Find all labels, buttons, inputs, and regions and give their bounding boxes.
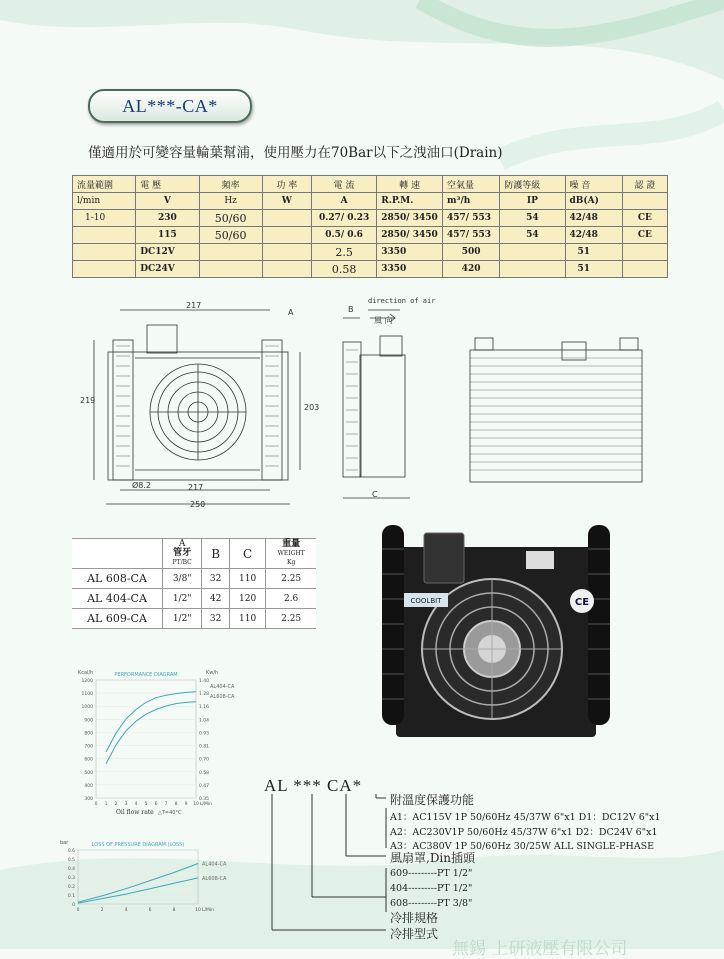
chart-y2tick-label: 1.40 bbox=[199, 679, 210, 684]
spec-header: 空氣量 bbox=[443, 176, 500, 193]
size-609: 609---------PT 1/2" bbox=[390, 868, 473, 879]
spec-cell: 2.5 bbox=[311, 244, 376, 261]
spec-cell: 457/ 553 bbox=[443, 227, 500, 244]
chart-series-line bbox=[78, 864, 198, 903]
spec-unit: IP bbox=[500, 193, 565, 210]
model-b: 32 bbox=[202, 609, 230, 629]
spec-unit: l/min bbox=[73, 193, 136, 210]
model-row bbox=[72, 569, 316, 589]
chart-series-line bbox=[78, 878, 198, 903]
dim-label-b: B bbox=[348, 305, 354, 314]
option-title: 附溫度保護功能 bbox=[390, 793, 475, 807]
spec-header: 頻率 bbox=[199, 176, 262, 193]
chart-xtick-label: 2 bbox=[114, 802, 118, 807]
chart-xtick-label: 6 bbox=[154, 802, 158, 807]
dim-height-left: 219 bbox=[80, 396, 96, 405]
chart-xtick-label: 4 bbox=[124, 908, 128, 913]
option-a2: A2：AC230V1P 50/60Hz 45/37W 6"x1 D2：DC24V 6"x1 bbox=[390, 827, 658, 838]
spec-unit: W bbox=[262, 193, 311, 210]
chart-xlabel: Oil flow rate bbox=[116, 809, 154, 816]
spec-cell: 50/60 bbox=[199, 227, 262, 244]
chart-y2tick-label: 1.28 bbox=[199, 692, 210, 698]
chart-y2tick-label: 0.81 bbox=[199, 744, 210, 750]
model-code-leaders bbox=[260, 790, 400, 940]
chart-xunit: L/Min bbox=[202, 908, 215, 913]
ce-mark-text: CE bbox=[574, 597, 590, 608]
chart-xtick-label: 7 bbox=[164, 802, 168, 807]
spec-cell: 51 bbox=[565, 261, 622, 278]
chart-xtick-label: 8 bbox=[174, 802, 178, 807]
model-a: 1/2" bbox=[163, 589, 202, 609]
model-a: 3/8" bbox=[163, 569, 202, 589]
spec-cell: 0.5/ 0.6 bbox=[311, 227, 376, 244]
spec-cell: DC24V bbox=[136, 261, 199, 278]
type-title: 冷排型式 bbox=[390, 927, 439, 941]
chart-xtick-label: 10 bbox=[195, 908, 201, 913]
spec-cell: 54 bbox=[500, 227, 565, 244]
chart-legend-label: AL608-CA bbox=[210, 694, 235, 700]
size-title: 冷排規格 bbox=[390, 911, 439, 925]
spec-cell: 1-10 bbox=[73, 210, 136, 227]
pressure-loss-chart bbox=[60, 830, 256, 930]
chart-ytick-label: 300 bbox=[84, 797, 93, 802]
model-w: 2.6 bbox=[266, 589, 316, 609]
model-w: 2.25 bbox=[266, 609, 316, 629]
model-header-w-label: 重量 bbox=[282, 539, 301, 549]
chart-xtick-label: 8 bbox=[172, 908, 176, 913]
chart-legend-label: AL404-CA bbox=[210, 684, 235, 690]
model-header-a-label: A bbox=[178, 539, 186, 549]
chart-xtick-label: 10 bbox=[193, 802, 199, 807]
spec-cell: 42/48 bbox=[565, 210, 622, 227]
model-code: AL *** CA* bbox=[264, 776, 363, 795]
performance-chart bbox=[66, 652, 256, 822]
model-name: AL 608-CA bbox=[72, 569, 163, 589]
model-b: 32 bbox=[202, 569, 230, 589]
chart-y2tick-label: 1.16 bbox=[199, 705, 210, 711]
chart-ylabel: bar bbox=[60, 840, 69, 846]
spec-header: 認 證 bbox=[622, 176, 667, 193]
chart-y2tick-label: 0.58 bbox=[199, 770, 210, 776]
spec-cell: 2850/ 3450 bbox=[377, 227, 443, 244]
size-404: 404---------PT 1/2" bbox=[390, 883, 473, 894]
chart-legend-label: AL608-CA bbox=[202, 875, 227, 882]
size-608: 608---------PT 3/8" bbox=[390, 898, 473, 909]
spec-cell: 2850/ 3450 bbox=[377, 210, 443, 227]
side-view-body bbox=[360, 355, 405, 477]
spec-header: 電 流 bbox=[311, 176, 376, 193]
spec-cell: 54 bbox=[500, 210, 565, 227]
chart-title: PERFORMANCE DIAGRAM bbox=[114, 672, 178, 678]
chart-xtick-label: 6 bbox=[148, 908, 152, 913]
chart-ytick-label: 800 bbox=[84, 731, 93, 737]
spec-cell: 42/48 bbox=[565, 227, 622, 244]
spec-cell: 0.58 bbox=[311, 261, 376, 278]
spec-cell: CE bbox=[622, 210, 667, 227]
chart-xtick-label: 0 bbox=[76, 908, 80, 913]
chart-ytick-label: 0.4 bbox=[67, 867, 75, 872]
spec-cell: 51 bbox=[565, 244, 622, 261]
model-row bbox=[72, 609, 316, 629]
chart-xtick-label: 3 bbox=[124, 802, 128, 807]
chart-ytick-label: 600 bbox=[84, 757, 93, 763]
product-title: AL***-CA* bbox=[88, 89, 252, 123]
chart-ytick-label: 0.2 bbox=[67, 885, 75, 890]
chart-y2tick-label: 1.04 bbox=[199, 718, 210, 724]
photo-brand-text: COOLBIT bbox=[410, 597, 442, 605]
spec-cell: 0.27/ 0.23 bbox=[311, 210, 376, 227]
chart-y2tick-label: 0.47 bbox=[199, 783, 210, 789]
model-name: AL 609-CA bbox=[72, 609, 163, 629]
model-header-a-sub: 管牙 bbox=[173, 548, 192, 558]
chart-xtick-label: 1 bbox=[104, 802, 108, 807]
chart-frame bbox=[96, 680, 196, 798]
chart-ytick-label: 1000 bbox=[81, 705, 93, 711]
chart-series-line bbox=[106, 702, 196, 764]
model-b: 42 bbox=[202, 589, 230, 609]
model-name: AL 404-CA bbox=[72, 589, 163, 609]
chart-ylabel: Kcal/h bbox=[78, 670, 94, 676]
spec-cell: 230 bbox=[136, 210, 199, 227]
chart-y2tick-label: 0.35 bbox=[199, 797, 210, 802]
chart-xtick-label: 9 bbox=[184, 802, 188, 807]
spec-cell: 500 bbox=[443, 244, 500, 261]
spec-unit: m³/h bbox=[443, 193, 500, 210]
spec-header: 流量範圍 bbox=[73, 176, 136, 193]
model-row bbox=[72, 589, 316, 609]
dim-front-width-bottom: 217 bbox=[188, 483, 204, 492]
dim-front-overall: 250 bbox=[190, 500, 206, 509]
spec-unit: R.P.M. bbox=[377, 193, 443, 210]
option-a1: A1：AC115V 1P 50/60Hz 45/37W 6"x1 D1：DC12V 6"x1 bbox=[390, 812, 661, 823]
chart-series-line bbox=[106, 692, 196, 752]
front-view-right-fins bbox=[262, 340, 282, 480]
chart-ylabel-right: Kw/h bbox=[206, 670, 219, 676]
spec-cell: 3350 bbox=[377, 244, 443, 261]
model-c: 110 bbox=[229, 609, 265, 629]
spec-cell: 115 bbox=[136, 227, 199, 244]
chart-xtick-label: 0 bbox=[94, 802, 98, 807]
chart-title: LOSS OF PRESSURE DIAGRAM (LOSS) bbox=[91, 842, 185, 848]
chart-ytick-label: 500 bbox=[84, 770, 93, 776]
product-photo bbox=[376, 519, 612, 749]
spec-cell: 420 bbox=[443, 261, 500, 278]
subtitle: 僅適用於可變容量輪葉幫浦，使用壓力在70Bar以下之洩油口(Drain) bbox=[88, 145, 503, 161]
model-header-a bbox=[163, 539, 202, 569]
spec-header: 電 壓 bbox=[136, 176, 199, 193]
model-w: 2.25 bbox=[266, 569, 316, 589]
spec-cell: CE bbox=[622, 227, 667, 244]
spec-cell: 457/ 553 bbox=[443, 210, 500, 227]
chart-ytick-label: 1200 bbox=[81, 679, 93, 684]
chart-ytick-label: 700 bbox=[84, 744, 93, 750]
spec-header: 防護等級 bbox=[500, 176, 565, 193]
spec-unit: dB(A) bbox=[565, 193, 622, 210]
spec-cell: 50/60 bbox=[199, 210, 262, 227]
spec-cell: DC12V bbox=[136, 244, 199, 261]
chart-xtick-label: 4 bbox=[134, 802, 138, 807]
chart-y2tick-label: 0.70 bbox=[199, 757, 210, 763]
model-c: 120 bbox=[229, 589, 265, 609]
option-a3: A3：AC380V 1P 50/60Hz 30/25W ALL SINGLE-PHASE bbox=[390, 841, 655, 852]
chart-xunit: L/Min bbox=[200, 802, 213, 807]
fan-cover-label: 風扇罩,Din插頭 bbox=[390, 851, 476, 865]
chart-legend-label: AL404-CA bbox=[202, 861, 227, 868]
chart-ytick-label: 0.3 bbox=[67, 876, 75, 881]
chart-ytick-label: 900 bbox=[84, 718, 93, 724]
chart-ytick-label: 0 bbox=[72, 903, 75, 908]
model-header-w-unit: Kg bbox=[286, 559, 296, 566]
model-header-row bbox=[72, 539, 316, 569]
chart-ytick-label: 400 bbox=[84, 783, 93, 789]
dim-hole: Ø8.2 bbox=[132, 481, 152, 490]
model-table bbox=[72, 538, 316, 629]
front-view-left-fins bbox=[113, 340, 133, 480]
chart-ytick-label: 0.1 bbox=[67, 894, 75, 899]
footer-company: 無錫 上研液壓有限公司 bbox=[452, 939, 628, 959]
chart-ytick-label: 1100 bbox=[81, 692, 93, 698]
spec-header: 功 率 bbox=[262, 176, 311, 193]
spec-header: 轉 速 bbox=[377, 176, 443, 193]
spec-cell: 3350 bbox=[377, 261, 443, 278]
chart-y2tick-label: 0.93 bbox=[199, 731, 210, 737]
dim-label-c: C bbox=[372, 490, 378, 499]
spec-header: 噪 音 bbox=[565, 176, 622, 193]
model-a: 1/2" bbox=[163, 609, 202, 629]
model-c: 110 bbox=[229, 569, 265, 589]
model-header-empty bbox=[72, 539, 163, 569]
model-header-c: C bbox=[229, 539, 265, 569]
chart-note: △T=40°C bbox=[158, 810, 182, 816]
airflow-label: direction of air bbox=[368, 297, 436, 305]
chart-xtick-label: 2 bbox=[100, 908, 104, 913]
airflow-label-cn: 風 向 bbox=[374, 316, 393, 325]
dim-height-right: 203 bbox=[304, 403, 320, 412]
model-header-a-unit: PT/BC bbox=[172, 559, 192, 566]
spec-unit: V bbox=[136, 193, 199, 210]
chart-ytick-label: 0.6 bbox=[67, 849, 75, 854]
chart-ytick-label: 0.5 bbox=[67, 858, 75, 863]
chart-xtick-label: 5 bbox=[144, 802, 148, 807]
model-header-w bbox=[266, 539, 316, 569]
model-header-b: B bbox=[202, 539, 230, 569]
dim-label-a: A bbox=[288, 308, 294, 317]
spec-unit: Hz bbox=[199, 193, 262, 210]
spec-unit: A bbox=[311, 193, 376, 210]
model-header-w-sub: WEIGHT bbox=[277, 550, 305, 557]
dim-front-width-top: 217 bbox=[186, 301, 202, 310]
